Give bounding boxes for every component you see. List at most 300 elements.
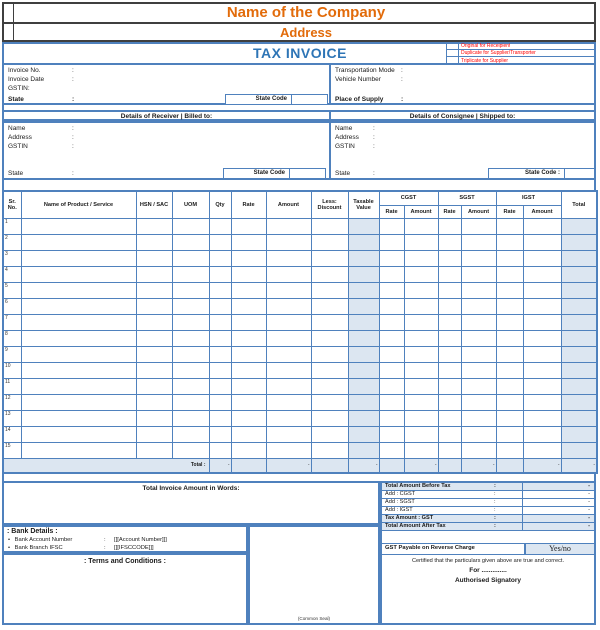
cell-taxable-value[interactable] <box>348 266 379 282</box>
cell-sgst-amount[interactable] <box>461 394 496 410</box>
cell-total[interactable] <box>561 298 597 314</box>
cell-product-name[interactable] <box>21 218 136 234</box>
cell-qty[interactable] <box>209 442 231 458</box>
cell-hsn-sac[interactable] <box>136 234 172 250</box>
cell-qty[interactable] <box>209 426 231 442</box>
cell-discount[interactable] <box>311 362 348 378</box>
cell-taxable-value[interactable] <box>348 394 379 410</box>
cell-cgst-amount[interactable] <box>404 378 438 394</box>
cell-product-name[interactable] <box>21 282 136 298</box>
company-address: Address <box>279 24 333 40</box>
receiver-name-colon: : <box>72 125 74 132</box>
cell-qty[interactable] <box>209 378 231 394</box>
cell-cgst-rate[interactable] <box>379 410 404 426</box>
cell-igst-amount[interactable] <box>523 298 561 314</box>
cell-cgst-rate[interactable] <box>379 378 404 394</box>
cell-sgst-rate[interactable] <box>438 330 461 346</box>
cell-cgst-amount[interactable] <box>404 442 438 458</box>
cell-uom[interactable] <box>172 282 209 298</box>
cell-uom[interactable] <box>172 378 209 394</box>
cell-hsn-sac[interactable] <box>136 266 172 282</box>
cell-rate[interactable] <box>231 250 266 266</box>
cell-qty[interactable] <box>209 298 231 314</box>
transport-mode-value[interactable] <box>411 67 561 75</box>
bank-ifsc-label: Bank Branch IFSC <box>14 545 63 551</box>
cell-cgst-rate[interactable] <box>379 218 404 234</box>
cell-amount[interactable] <box>266 266 311 282</box>
cell-hsn-sac[interactable] <box>136 298 172 314</box>
cell-discount[interactable] <box>311 266 348 282</box>
cell-rate[interactable] <box>231 298 266 314</box>
cell-sgst-rate[interactable] <box>438 378 461 394</box>
cell-cgst-rate[interactable] <box>379 234 404 250</box>
cell-igst-rate[interactable] <box>496 426 523 442</box>
cell-hsn-sac[interactable] <box>136 282 172 298</box>
cell-total[interactable] <box>561 378 597 394</box>
cell-igst-amount[interactable] <box>523 426 561 442</box>
cell-amount[interactable] <box>266 394 311 410</box>
cell-amount[interactable] <box>266 250 311 266</box>
cell-qty[interactable] <box>209 250 231 266</box>
cell-rate[interactable] <box>231 330 266 346</box>
cell-amount[interactable] <box>266 362 311 378</box>
cell-igst-amount[interactable] <box>523 362 561 378</box>
place-of-supply-value[interactable] <box>411 96 561 104</box>
cell-igst-rate[interactable] <box>496 250 523 266</box>
cell-product-name[interactable] <box>21 362 136 378</box>
vehicle-number-value[interactable] <box>411 76 561 84</box>
cell-rate[interactable] <box>231 346 266 362</box>
cell-uom[interactable] <box>172 250 209 266</box>
table-row <box>3 234 597 250</box>
cell-igst-amount[interactable] <box>523 394 561 410</box>
cell-discount[interactable] <box>311 378 348 394</box>
cell-amount[interactable] <box>266 426 311 442</box>
cell-igst-amount[interactable] <box>523 250 561 266</box>
cell-hsn-sac[interactable] <box>136 330 172 346</box>
invoice-no-row <box>8 67 308 74</box>
cell-rate[interactable] <box>231 378 266 394</box>
cell-amount[interactable] <box>266 298 311 314</box>
cell-discount[interactable] <box>311 314 348 330</box>
invoice-no-label: Invoice No. <box>8 67 41 74</box>
receiver-address-row <box>8 134 308 141</box>
cell-qty[interactable] <box>209 282 231 298</box>
summary-value[interactable]: - <box>522 507 594 514</box>
consignee-state-row <box>335 170 485 177</box>
total-row-label: Total : <box>3 458 209 473</box>
cell-igst-amount[interactable] <box>523 266 561 282</box>
invoice-no-value[interactable] <box>83 67 283 75</box>
cell-uom[interactable] <box>172 346 209 362</box>
cell-rate[interactable] <box>231 218 266 234</box>
cell-taxable-value[interactable] <box>348 250 379 266</box>
cell-taxable-value[interactable] <box>348 314 379 330</box>
terms-heading: : Terms and Conditions : <box>84 558 166 565</box>
copy-type-block <box>446 43 595 64</box>
cell-uom[interactable] <box>172 330 209 346</box>
cell-uom[interactable] <box>172 298 209 314</box>
cell-taxable-value[interactable] <box>348 442 379 458</box>
cell-discount[interactable] <box>311 394 348 410</box>
gstin-value[interactable] <box>83 85 283 93</box>
cell-qty[interactable] <box>209 234 231 250</box>
cell-igst-rate[interactable] <box>496 362 523 378</box>
cell-sr-no: 10 <box>3 362 21 378</box>
cell-total[interactable] <box>561 426 597 442</box>
cell-product-name[interactable] <box>21 378 136 394</box>
consignee-state-code-value[interactable] <box>565 168 595 179</box>
cell-igst-rate[interactable] <box>496 442 523 458</box>
summary-value[interactable]: - <box>522 491 594 498</box>
cell-hsn-sac[interactable] <box>136 346 172 362</box>
cell-cgst-rate[interactable] <box>379 314 404 330</box>
col-header-cgst: CGST <box>379 191 438 205</box>
cell-taxable-value[interactable] <box>348 234 379 250</box>
cell-total[interactable] <box>561 410 597 426</box>
cell-hsn-sac[interactable] <box>136 378 172 394</box>
cell-cgst-rate[interactable] <box>379 442 404 458</box>
cell-cgst-amount[interactable] <box>404 298 438 314</box>
cell-hsn-sac[interactable] <box>136 218 172 234</box>
summary-value[interactable]: - <box>522 483 594 490</box>
state-code-value[interactable] <box>292 94 328 105</box>
cell-uom[interactable] <box>172 442 209 458</box>
cell-qty[interactable] <box>209 362 231 378</box>
cell-igst-amount[interactable] <box>523 330 561 346</box>
bank-account-row: • Bank Account Number : [[[Account Number]]] <box>8 537 167 543</box>
cell-uom[interactable] <box>172 362 209 378</box>
cell-cgst-amount[interactable] <box>404 282 438 298</box>
cell-taxable-value[interactable] <box>348 362 379 378</box>
cell-uom[interactable] <box>172 314 209 330</box>
cell-amount[interactable] <box>266 282 311 298</box>
cell-taxable-value[interactable] <box>348 378 379 394</box>
cell-igst-amount[interactable] <box>523 442 561 458</box>
cell-cgst-amount[interactable] <box>404 250 438 266</box>
cell-amount[interactable] <box>266 234 311 250</box>
cell-taxable-value[interactable] <box>348 218 379 234</box>
cell-sgst-amount[interactable] <box>461 298 496 314</box>
receiver-name-value[interactable] <box>83 125 283 133</box>
cell-cgst-rate[interactable] <box>379 266 404 282</box>
cell-hsn-sac[interactable] <box>136 410 172 426</box>
bank-account-value[interactable]: [[[Account Number]]] <box>114 537 167 543</box>
cell-cgst-amount[interactable] <box>404 234 438 250</box>
cell-igst-rate[interactable] <box>496 314 523 330</box>
cell-sgst-amount[interactable] <box>461 362 496 378</box>
transport-mode-colon: : <box>401 67 403 74</box>
certification-line: Certified that the particulars given above are true and correct. <box>411 558 565 564</box>
col-header-taxable-value: Taxable Value <box>348 191 379 218</box>
cell-discount[interactable] <box>311 426 348 442</box>
cell-hsn-sac[interactable] <box>136 314 172 330</box>
banner <box>2 2 596 42</box>
cell-igst-amount[interactable] <box>523 378 561 394</box>
cell-igst-rate[interactable] <box>496 234 523 250</box>
cell-discount[interactable] <box>311 218 348 234</box>
cell-cgst-rate[interactable] <box>379 282 404 298</box>
invoice-date-label: Invoice Date <box>8 76 45 83</box>
cell-discount[interactable] <box>311 234 348 250</box>
cell-sr-no: 1 <box>3 218 21 234</box>
cell-amount[interactable] <box>266 218 311 234</box>
cell-cgst-rate[interactable] <box>379 298 404 314</box>
cell-cgst-amount[interactable] <box>404 330 438 346</box>
cell-sgst-rate[interactable] <box>438 298 461 314</box>
summary-label: Tax Amount : GST : <box>382 515 522 522</box>
cell-igst-rate[interactable] <box>496 346 523 362</box>
copy-label: Original for Receipient <box>461 43 511 49</box>
cell-uom[interactable] <box>172 266 209 282</box>
receiver-gstin-value[interactable] <box>83 143 283 151</box>
transport-mode-row <box>335 67 585 74</box>
cell-sgst-rate[interactable] <box>438 218 461 234</box>
cell-igst-amount[interactable] <box>523 346 561 362</box>
col-header-cgst-amount: Amount <box>404 205 438 218</box>
cell-total[interactable] <box>561 346 597 362</box>
cell-qty[interactable] <box>209 266 231 282</box>
cell-taxable-value[interactable] <box>348 426 379 442</box>
cell-discount[interactable] <box>311 346 348 362</box>
table-row <box>3 362 597 378</box>
cell-cgst-rate[interactable] <box>379 250 404 266</box>
cell-hsn-sac[interactable] <box>136 442 172 458</box>
cell-product-name[interactable] <box>21 250 136 266</box>
cell-uom[interactable] <box>172 426 209 442</box>
consignee-name-value[interactable] <box>385 125 565 133</box>
cell-sgst-rate[interactable] <box>438 346 461 362</box>
reverse-charge-value[interactable]: Yes/no <box>525 543 594 555</box>
cell-uom[interactable] <box>172 218 209 234</box>
cell-sgst-rate[interactable] <box>438 426 461 442</box>
receiver-name-row <box>8 125 308 132</box>
cell-sgst-amount[interactable] <box>461 442 496 458</box>
cell-cgst-amount[interactable] <box>404 314 438 330</box>
receiver-address-value[interactable] <box>83 134 283 142</box>
reverse-charge-label: GST Payable on Reverse Charge <box>382 543 525 555</box>
cell-igst-amount[interactable] <box>523 234 561 250</box>
cell-rate[interactable] <box>231 410 266 426</box>
cell-rate[interactable] <box>231 426 266 442</box>
consignee-address-row <box>335 134 585 141</box>
cell-sgst-amount[interactable] <box>461 282 496 298</box>
cell-sgst-amount[interactable] <box>461 346 496 362</box>
cell-igst-rate[interactable] <box>496 266 523 282</box>
col-header-discount: Less: Discount <box>311 191 348 218</box>
cell-total[interactable] <box>561 234 597 250</box>
cell-cgst-rate[interactable] <box>379 330 404 346</box>
cell-sgst-rate[interactable] <box>438 250 461 266</box>
cell-cgst-rate[interactable] <box>379 394 404 410</box>
cell-hsn-sac[interactable] <box>136 250 172 266</box>
total-discount <box>311 458 348 473</box>
table-row <box>3 282 597 298</box>
cell-igst-rate[interactable] <box>496 218 523 234</box>
cell-qty[interactable] <box>209 218 231 234</box>
cell-sgst-amount[interactable] <box>461 234 496 250</box>
summary-label: Total Amount Before Tax : <box>382 483 522 490</box>
cell-sgst-rate[interactable] <box>438 282 461 298</box>
cell-sgst-amount[interactable] <box>461 250 496 266</box>
receiver-gstin-colon: : <box>72 143 74 150</box>
cell-cgst-amount[interactable] <box>404 346 438 362</box>
cell-product-name[interactable] <box>21 346 136 362</box>
table-total-row <box>3 458 597 473</box>
cell-rate[interactable] <box>231 282 266 298</box>
total-cgst-amount: - <box>404 458 438 473</box>
cell-discount[interactable] <box>311 298 348 314</box>
cell-amount[interactable] <box>266 442 311 458</box>
cell-total[interactable] <box>561 282 597 298</box>
cell-rate[interactable] <box>231 362 266 378</box>
cell-cgst-amount[interactable] <box>404 410 438 426</box>
cell-sr-no: 5 <box>3 282 21 298</box>
cell-amount[interactable] <box>266 346 311 362</box>
cell-product-name[interactable] <box>21 426 136 442</box>
invoice-date-row <box>8 76 308 83</box>
cell-hsn-sac[interactable] <box>136 362 172 378</box>
cell-taxable-value[interactable] <box>348 330 379 346</box>
cell-sgst-amount[interactable] <box>461 314 496 330</box>
copy-checkbox-cell[interactable] <box>447 50 459 56</box>
cell-igst-amount[interactable] <box>523 314 561 330</box>
cell-sgst-rate[interactable] <box>438 234 461 250</box>
cell-sgst-amount[interactable] <box>461 330 496 346</box>
cell-total[interactable] <box>561 330 597 346</box>
cell-product-name[interactable] <box>21 314 136 330</box>
gstin-row <box>8 85 308 92</box>
cell-total[interactable] <box>561 442 597 458</box>
cell-product-name[interactable] <box>21 234 136 250</box>
cell-uom[interactable] <box>172 394 209 410</box>
cell-cgst-amount[interactable] <box>404 394 438 410</box>
cell-igst-amount[interactable] <box>523 410 561 426</box>
cell-cgst-rate[interactable] <box>379 346 404 362</box>
cell-cgst-amount[interactable] <box>404 362 438 378</box>
cell-hsn-sac[interactable] <box>136 426 172 442</box>
cell-sgst-rate[interactable] <box>438 410 461 426</box>
receiver-heading: Details of Receiver | Billed to: <box>2 110 331 121</box>
cell-total[interactable] <box>561 394 597 410</box>
cell-product-name[interactable] <box>21 410 136 426</box>
cell-total[interactable] <box>561 250 597 266</box>
cell-sr-no: 15 <box>3 442 21 458</box>
cell-cgst-amount[interactable] <box>404 218 438 234</box>
cell-cgst-rate[interactable] <box>379 426 404 442</box>
cell-igst-amount[interactable] <box>523 282 561 298</box>
consignee-address-colon: : <box>373 134 375 141</box>
cell-qty[interactable] <box>209 410 231 426</box>
consignee-gstin-label: GSTIN <box>335 143 355 150</box>
copy-checkbox-cell[interactable] <box>447 43 459 49</box>
cell-sgst-rate[interactable] <box>438 314 461 330</box>
cell-rate[interactable] <box>231 234 266 250</box>
cell-product-name[interactable] <box>21 442 136 458</box>
cell-amount[interactable] <box>266 378 311 394</box>
cell-sgst-amount[interactable] <box>461 378 496 394</box>
cell-igst-rate[interactable] <box>496 394 523 410</box>
consignee-address-value[interactable] <box>385 134 565 142</box>
cell-sgst-rate[interactable] <box>438 442 461 458</box>
cell-product-name[interactable] <box>21 330 136 346</box>
cell-qty[interactable] <box>209 330 231 346</box>
cell-discount[interactable] <box>311 442 348 458</box>
amount-in-words-box[interactable] <box>2 481 380 525</box>
cell-discount[interactable] <box>311 250 348 266</box>
cell-sr-no: 4 <box>3 266 21 282</box>
cell-taxable-value[interactable] <box>348 298 379 314</box>
cell-igst-rate[interactable] <box>496 282 523 298</box>
cell-igst-rate[interactable] <box>496 410 523 426</box>
invoice-date-value[interactable] <box>83 76 283 84</box>
state-code-label: State Code <box>225 94 292 105</box>
cell-sgst-amount[interactable] <box>461 266 496 282</box>
cell-uom[interactable] <box>172 410 209 426</box>
bank-ifsc-value[interactable]: [[[IFSCCODE]]] <box>114 545 154 551</box>
cell-rate[interactable] <box>231 442 266 458</box>
cell-qty[interactable] <box>209 314 231 330</box>
cell-sgst-amount[interactable] <box>461 410 496 426</box>
cell-discount[interactable] <box>311 330 348 346</box>
items-table <box>2 190 598 474</box>
cell-total[interactable] <box>561 266 597 282</box>
cell-cgst-amount[interactable] <box>404 266 438 282</box>
cell-product-name[interactable] <box>21 266 136 282</box>
consignee-gstin-value[interactable] <box>385 143 565 151</box>
cell-total[interactable] <box>561 362 597 378</box>
cell-taxable-value[interactable] <box>348 346 379 362</box>
cell-product-name[interactable] <box>21 298 136 314</box>
cell-total[interactable] <box>561 314 597 330</box>
cell-igst-rate[interactable] <box>496 298 523 314</box>
cell-igst-amount[interactable] <box>523 218 561 234</box>
cell-sgst-amount[interactable] <box>461 218 496 234</box>
cell-rate[interactable] <box>231 314 266 330</box>
receiver-state-code-value[interactable] <box>290 168 326 179</box>
cell-igst-rate[interactable] <box>496 330 523 346</box>
cell-uom[interactable] <box>172 234 209 250</box>
cell-amount[interactable] <box>266 410 311 426</box>
cell-igst-rate[interactable] <box>496 378 523 394</box>
cell-discount[interactable] <box>311 282 348 298</box>
cell-cgst-amount[interactable] <box>404 426 438 442</box>
state-colon: : <box>72 96 75 103</box>
cell-qty[interactable] <box>209 394 231 410</box>
cell-discount[interactable] <box>311 410 348 426</box>
cell-rate[interactable] <box>231 394 266 410</box>
cell-taxable-value[interactable] <box>348 282 379 298</box>
cell-sgst-rate[interactable] <box>438 266 461 282</box>
table-row <box>3 378 597 394</box>
summary-value[interactable]: - <box>522 523 594 530</box>
terms-box[interactable] <box>2 553 248 625</box>
cell-qty[interactable] <box>209 346 231 362</box>
cell-sgst-amount[interactable] <box>461 426 496 442</box>
cell-rate[interactable] <box>231 266 266 282</box>
cell-cgst-rate[interactable] <box>379 362 404 378</box>
cell-sgst-rate[interactable] <box>438 362 461 378</box>
cell-amount[interactable] <box>266 314 311 330</box>
cell-sgst-rate[interactable] <box>438 394 461 410</box>
summary-value[interactable]: - <box>522 499 594 506</box>
cell-amount[interactable] <box>266 330 311 346</box>
cell-taxable-value[interactable] <box>348 410 379 426</box>
summary-value[interactable]: - <box>522 515 594 522</box>
cell-hsn-sac[interactable] <box>136 394 172 410</box>
cell-product-name[interactable] <box>21 394 136 410</box>
cell-total[interactable] <box>561 218 597 234</box>
